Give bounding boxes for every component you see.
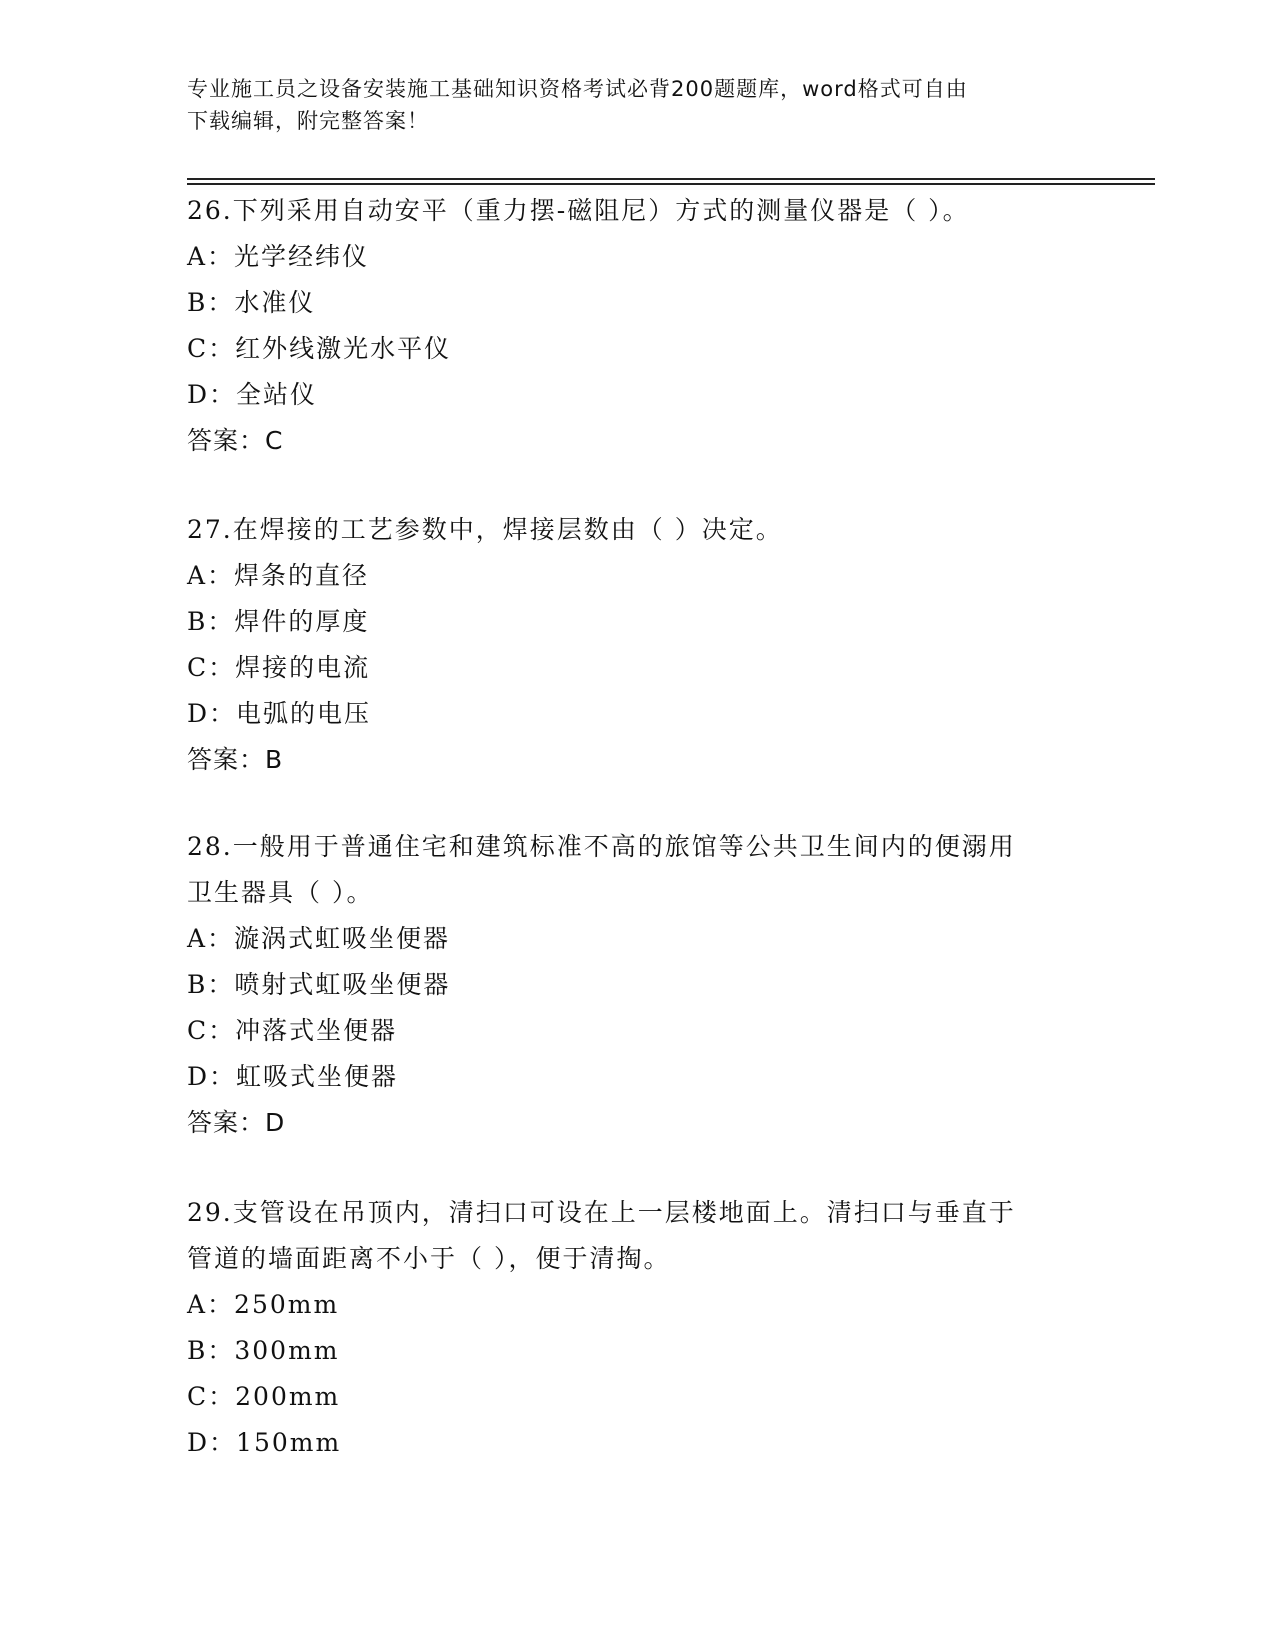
answer-label: 答案：D [187,1108,286,1137]
option-d: D：全站仪 [187,380,318,409]
option-b: B：焊件的厚度 [187,607,370,636]
question-28 [187,824,1087,1146]
option-b: B：水准仪 [187,288,316,317]
question-stem-line-2: 管道的墙面距离不小于（ ），便于清掏。 [187,1244,671,1273]
option-b: B：喷射式虹吸坐便器 [187,970,451,999]
header-divider-bottom [187,183,1155,185]
header-line-2: 下载编辑，附完整答案！ [187,109,429,133]
option-a: A：250mm [187,1290,340,1319]
question-stem-line-1: 28.一般用于普通住宅和建筑标准不高的旅馆等公共卫生间内的便溺用 [187,832,1016,861]
option-a: A：光学经纬仪 [187,242,370,271]
option-a: A：焊条的直径 [187,561,370,590]
question-stem-line-2: 卫生器具（ ）。 [187,878,374,907]
header-line-1: 专业施工员之设备安装施工基础知识资格考试必背200题题库，word格式可自由 [187,77,968,101]
header-divider-top [187,178,1155,180]
option-d: D：150mm [187,1428,342,1457]
question-stem-line-1: 29.支管设在吊顶内，清扫口可设在上一层楼地面上。清扫口与垂直于 [187,1198,1016,1227]
option-c: C：焊接的电流 [187,653,371,682]
document-header [187,73,1067,137]
option-c: C：红外线激光水平仪 [187,334,452,363]
option-d: D：虹吸式坐便器 [187,1062,399,1091]
answer-label: 答案：B [187,745,284,774]
option-b: B：300mm [187,1336,340,1365]
question-stem: 27.在焊接的工艺参数中，焊接层数由（ ）决定。 [187,515,783,544]
option-c: C：冲落式坐便器 [187,1016,398,1045]
question-29 [187,1190,1087,1466]
option-d: D：电弧的电压 [187,699,372,728]
question-27 [187,507,1087,783]
option-c: C：200mm [187,1382,341,1411]
question-stem: 26.下列采用自动安平（重力摆-磁阻尼）方式的测量仪器是（ ）。 [187,196,970,225]
option-a: A：漩涡式虹吸坐便器 [187,924,451,953]
question-26 [187,188,1087,464]
answer-label: 答案：C [187,426,284,455]
